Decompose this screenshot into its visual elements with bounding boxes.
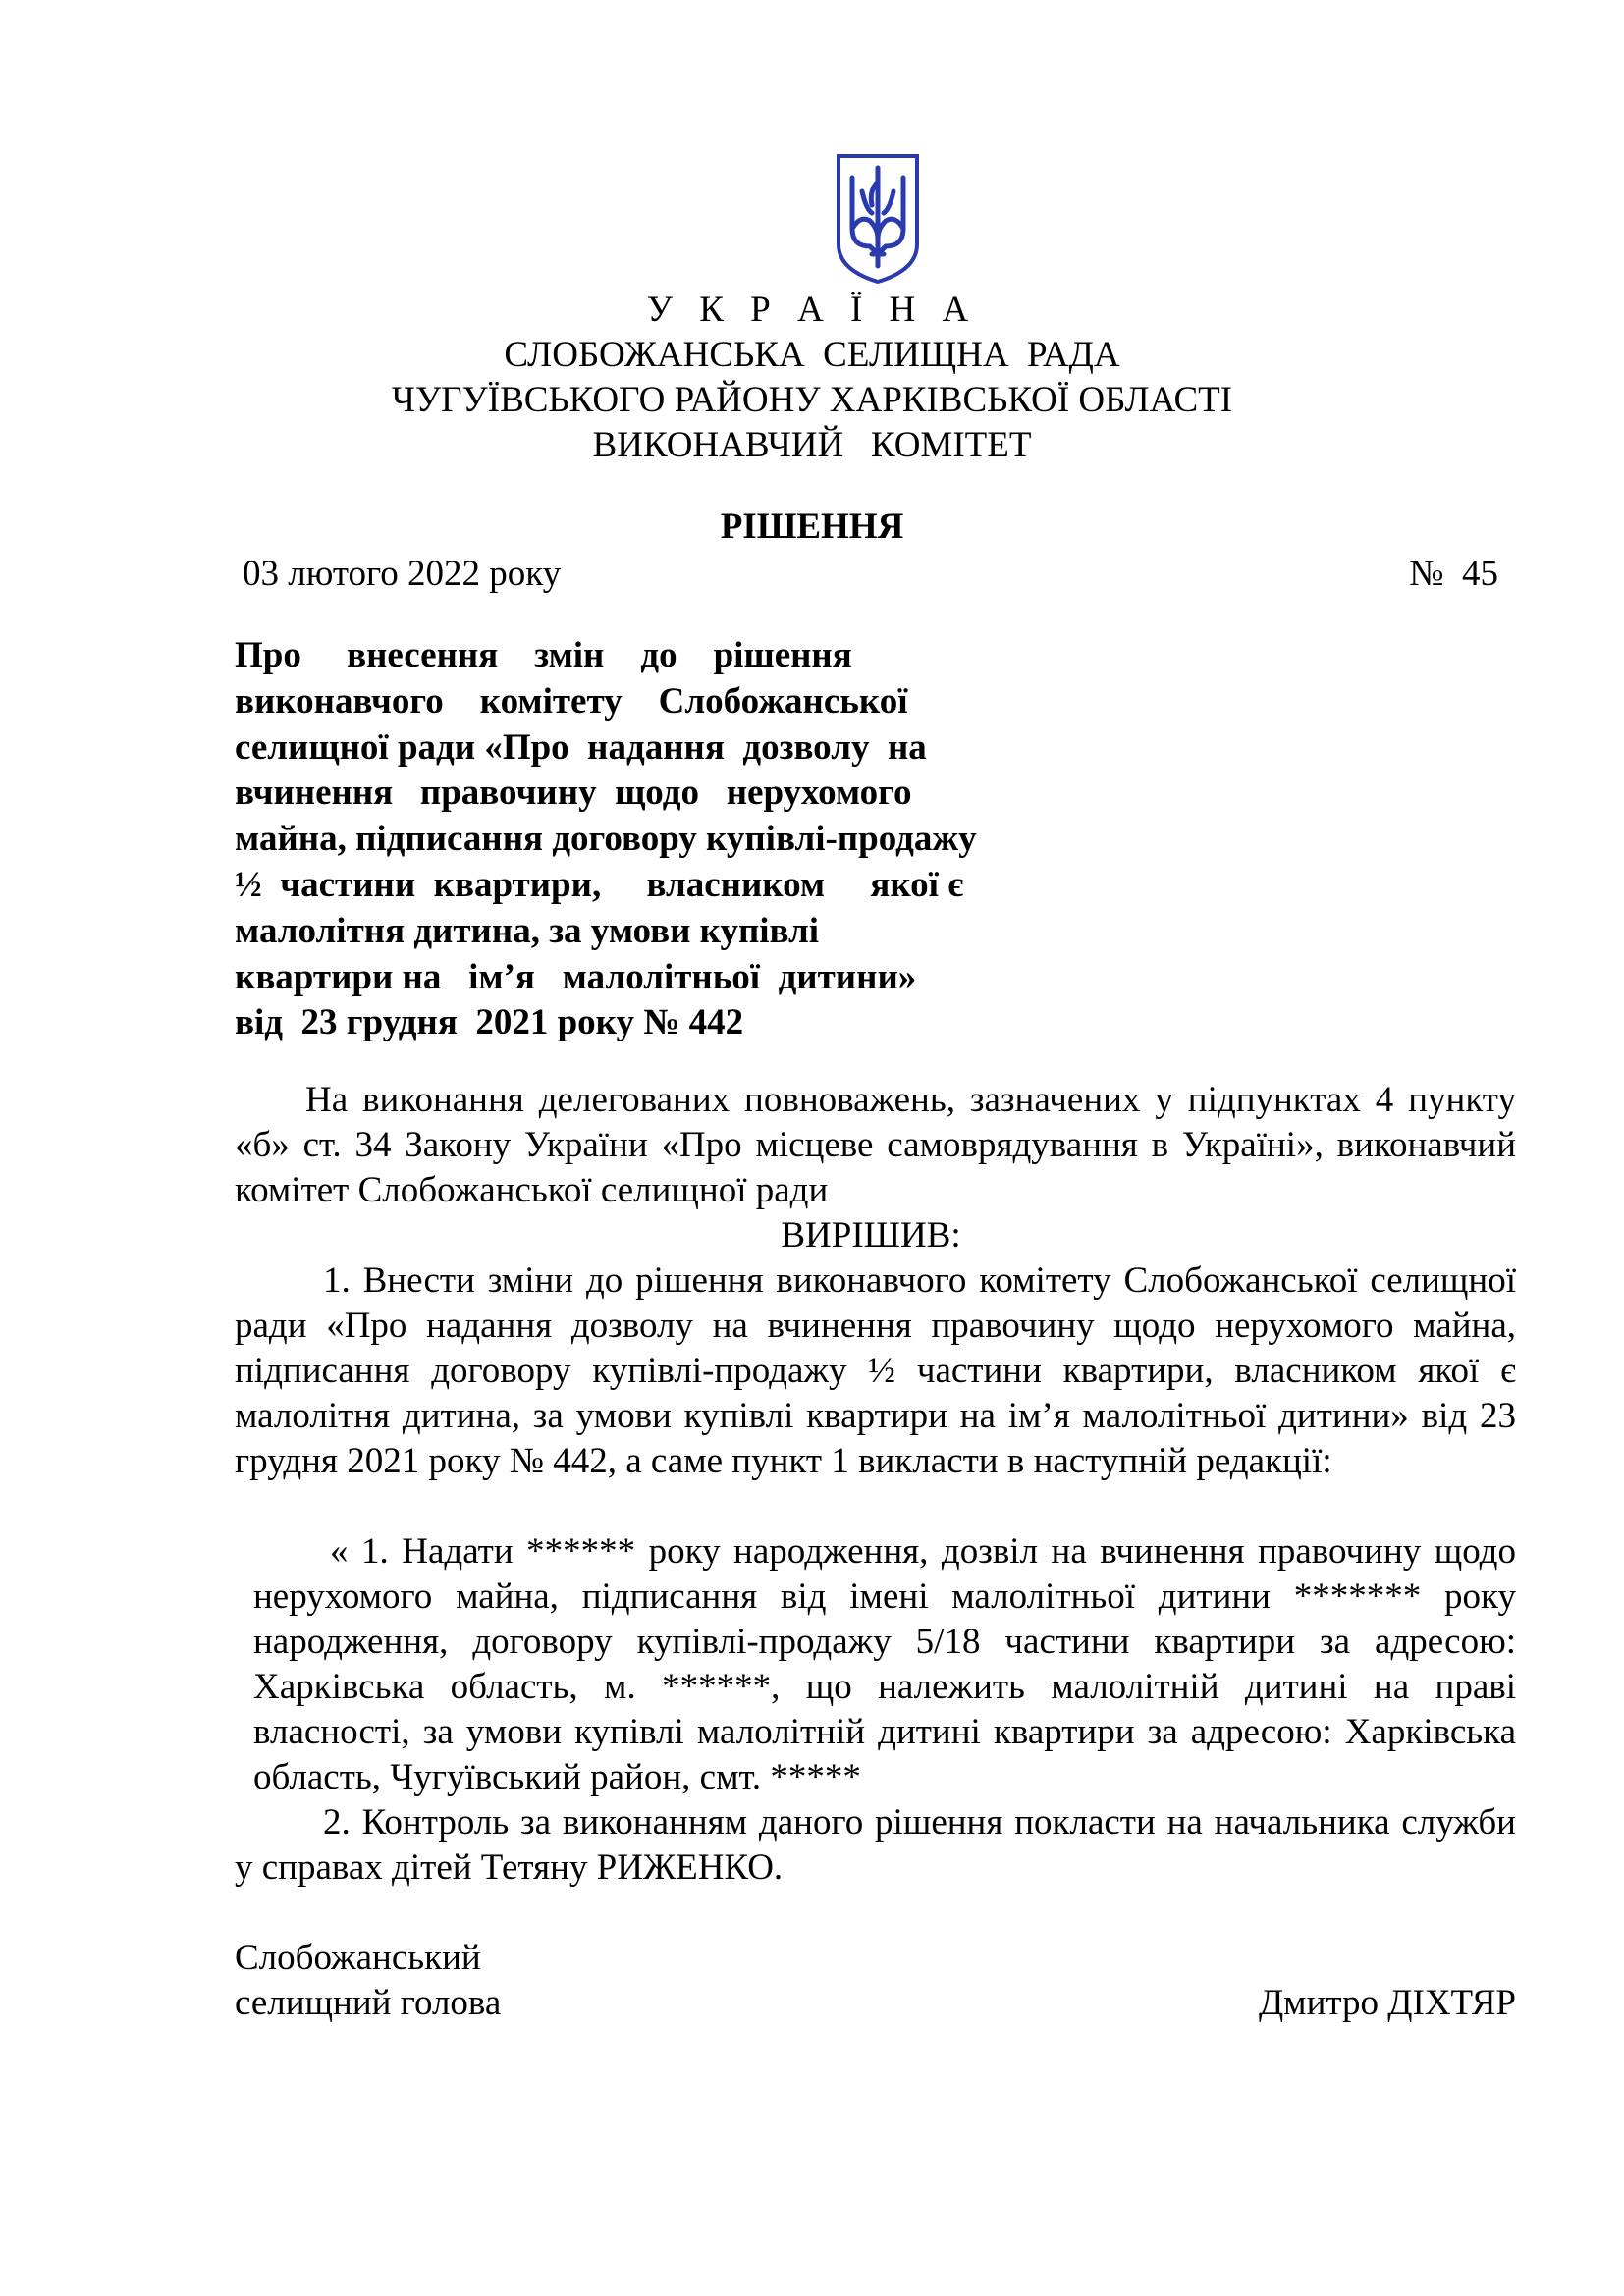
country-name: У К Р А Ї Н А	[646, 290, 978, 330]
signatory-position-line2: селищний голова	[235, 1983, 502, 2023]
document-number: № 45	[1409, 554, 1498, 594]
district-name: ЧУГУЇВСЬКОГО РАЙОНУ ХАРКІВСЬКОЇ ОБЛАСТІ	[391, 380, 1233, 420]
preamble-paragraph: На виконання делегованих повноважень, зазначених у підпунктах 4 пункту «б» ст. 34 Закону України «Про місцеве самоврядування в Україні», виконавчий комітет Слобожанської селищної ради	[235, 1080, 1516, 1210]
document-type: РІШЕННЯ	[720, 507, 904, 547]
signatory-position	[235, 1936, 501, 2026]
decided-heading: ВИРІШИВ:	[781, 1215, 961, 1255]
subject-line: селищної ради «Про надання дозволу на	[235, 726, 927, 768]
decision-item-2: 2. Контроль за виконанням даного рішення покласти на начальника служби у справах дітей Тетяну РИЖЕНКО.	[235, 1802, 1516, 1888]
decision-item-1: 1. Внести зміни до рішення виконавчого комітету Слобожанської селищної ради «Про надання дозволу на вчинення правочину щодо нерухомого майна, підписання договору купівлі-продажу ½ частини квартири, власником якої є малолітня дитина, за умови купівлі квартири на ім’я малолітньої дитини» від 23 грудня 2021 року № 442, а саме пункт 1 викласти в наступній редакції:	[235, 1260, 1516, 1481]
subject-line: квартири на ім’я малолітньої дитини»	[235, 956, 917, 997]
signatory-name: Дмитро ДІХТЯР	[1258, 1983, 1516, 2023]
signatory-position-line1: Слобожанський	[235, 1938, 481, 1978]
document-date: 03 лютого 2022 року	[243, 554, 562, 594]
subject-line: ½ частини квартири, власником якої є	[235, 864, 964, 905]
decision-subject	[235, 633, 1040, 1046]
subject-line: малолітня дитина, за умови купівлі	[235, 910, 820, 951]
subject-line: виконавчого комітету Слобожанської	[235, 680, 908, 721]
committee-name: ВИКОНАВЧИЙ КОМІТЕТ	[592, 425, 1032, 465]
coat-of-arms-icon	[833, 152, 923, 286]
council-name: СЛОБОЖАНСЬКА СЕЛИЩНА РАДА	[504, 335, 1120, 375]
subject-line: Про внесення змін до рішення	[235, 635, 852, 675]
subject-line: від 23 грудня 2021 року № 442	[235, 1002, 744, 1043]
subject-line: вчинення правочину щодо нерухомого	[235, 773, 912, 814]
subject-line: майна, підписання договору купівлі-продажу	[235, 819, 977, 860]
decision-item-1-quote: « 1. Надати ****** року народження, дозвіл на вчинення правочину щодо нерухомого майна, підписання від імені малолітньої дитини ******* року народження, договору купівлі-продажу 5/18 частини квартири за адресою: Харківська область, м. ******, що належить малолітній дитині на праві власності, за умови купівлі малолітній дитині квартири за адресою: Харківська область, Чугуївський район, смт. *****	[253, 1531, 1516, 1797]
